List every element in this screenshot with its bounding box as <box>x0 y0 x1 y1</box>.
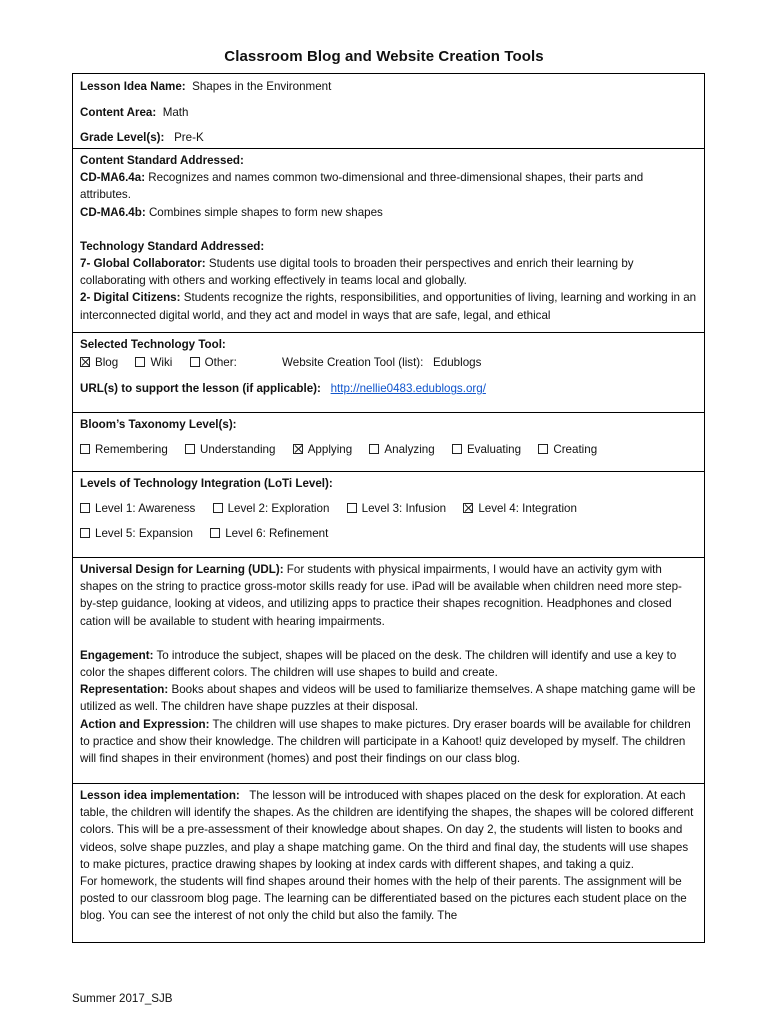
lesson-url-link[interactable]: http://nellie0483.edublogs.org/ <box>330 382 486 396</box>
blooms-section <box>73 413 704 472</box>
tool-section <box>73 333 704 413</box>
checkbox-icon <box>213 503 223 513</box>
checkbox-icon <box>452 444 462 454</box>
blooms-heading: Bloom’s Taxonomy Level(s): <box>80 418 237 431</box>
lesson-plan-form <box>72 73 705 943</box>
checkbox-checked-icon <box>463 503 473 513</box>
homework-paragraph: For homework, the students will find shapes around their homes with the help of their parents. The assignment will be posted to our classroom blog page. The learning can be differentiated based on the pictures each student place on the blog. You can see the interest of not only the child but also the family. The <box>80 875 687 923</box>
tool-heading: Selected Technology Tool: <box>80 338 226 351</box>
tech-standard-item: 2- Digital Citizens: Students recognize the rights, responsibilities, and opportunities of living, learning and working in an interconnected digital world, and they act and model in ways that are safe, legal, and ethical <box>80 291 697 322</box>
document-title: Classroom Blog and Website Creation Tools <box>224 48 544 65</box>
loti-option-level-1[interactable]: Level 1: Awareness <box>80 500 195 517</box>
content-standard-item: CD-MA6.4b: Combines simple shapes to form new shapes <box>80 205 383 219</box>
website-tool-value: Edublogs <box>433 356 482 370</box>
representation-paragraph: Representation: Books about shapes and videos will be used to familiarize themselves. A shape matching game will be utilized as well. The children have shape puzzles at their disposal. <box>80 683 696 714</box>
loti-row-2 <box>80 525 697 542</box>
url-row <box>80 380 697 397</box>
tool-options-row <box>80 353 697 373</box>
blooms-option-applying[interactable]: Applying <box>293 441 352 458</box>
loti-option-level-4[interactable]: Level 4: Integration <box>463 500 577 517</box>
content-area-row <box>80 100 697 126</box>
grade-level-label: Grade Level(s): <box>80 131 165 144</box>
engagement-paragraph: Engagement: To introduce the subject, shapes will be placed on the desk. The children will identify and use a key to color the shapes different colors. The children will use shapes to build and create. <box>80 648 677 680</box>
loti-option-level-3[interactable]: Level 3: Infusion <box>347 500 446 517</box>
grade-level-row <box>80 125 697 149</box>
tool-option-wiki[interactable]: Wiki <box>135 353 172 373</box>
loti-option-level-5[interactable]: Level 5: Expansion <box>80 525 193 542</box>
checkbox-icon <box>80 503 90 513</box>
content-area-label: Content Area: <box>80 105 157 119</box>
checkbox-icon <box>369 444 379 454</box>
action-expression-paragraph: Action and Expression: The children will use shapes to make pictures. Dry eraser boards will be available for children to practice and show their knowledge. The children will participate in a Kahoot! quiz developed by myself. The children will find shapes in their environment (homes) and post their findings on our class blog. <box>80 717 691 766</box>
checkbox-icon <box>538 444 548 454</box>
blooms-option-evaluating[interactable]: Evaluating <box>452 441 521 458</box>
implementation-section <box>73 784 704 942</box>
page-footer: Summer 2017_SJB <box>72 992 173 1005</box>
content-standard-item: CD-MA6.4a: Recognizes and names common two-dimensional and three-dimensional shapes, their parts and attributes. <box>80 171 644 202</box>
loti-heading: Levels of Technology Integration (LoTi Level): <box>80 477 333 490</box>
checkbox-checked-icon <box>80 357 90 367</box>
content-area-value: Math <box>162 105 189 119</box>
checkbox-icon <box>80 444 90 454</box>
tech-standard-item: 7- Global Collaborator: Students use digital tools to broaden their perspectives and enrich their learning by collaborating with others and working effectively in teams local and globally. <box>80 257 634 288</box>
loti-option-level-2[interactable]: Level 2: Exploration <box>213 500 330 517</box>
blooms-option-creating[interactable]: Creating <box>538 441 597 458</box>
tech-standard-heading: Technology Standard Addressed: <box>80 239 265 253</box>
blooms-option-remembering[interactable]: Remembering <box>80 441 168 458</box>
checkbox-icon <box>347 503 357 513</box>
content-standard-heading: Content Standard Addressed: <box>80 154 244 167</box>
lesson-name-value: Shapes in the Environment <box>192 80 332 93</box>
tool-option-other[interactable]: Other: <box>190 353 237 373</box>
tool-option-blog[interactable]: Blog <box>80 353 118 373</box>
website-tool-label: Website Creation Tool (list): <box>282 356 424 370</box>
udl-section <box>73 558 704 784</box>
implementation-paragraph: Lesson idea implementation: The lesson will be introduced with shapes placed on the desk for exploration. At each table, the children will identify the shapes. As the children are identifying the shapes, the shapes will be colored different colors. This will be a pre-assessment of their knowledge about shapes. On day 2, the students will listen to books and videos, solve shape puzzles, and play a shape matching game. On the third and final day, the students will use shapes to make pictures, practice drawing shapes by looking at index cards with different shapes, and taking a quiz. <box>80 789 694 871</box>
lesson-info-section <box>73 74 704 149</box>
checkbox-icon <box>190 357 200 367</box>
blooms-option-understanding[interactable]: Understanding <box>185 441 275 458</box>
checkbox-icon <box>210 528 220 538</box>
checkbox-icon <box>135 357 145 367</box>
grade-level-value: Pre-K <box>174 131 204 144</box>
udl-paragraph: Universal Design for Learning (UDL): For students with physical impairments, I would have an activity gym with shapes on the string to practice gross-motor skills ready for use. iPad will be available when children need more step-by-step guidance, looking at videos, and utilizing apps to practice their shapes recognition. Headphones and closed cation will be available to student with hearing impairments. <box>80 563 682 628</box>
checkbox-icon <box>185 444 195 454</box>
standards-section <box>73 149 704 333</box>
loti-option-level-6[interactable]: Level 6: Refinement <box>210 525 328 542</box>
checkbox-icon <box>80 528 90 538</box>
lesson-name-row <box>80 74 697 100</box>
blooms-option-analyzing[interactable]: Analyzing <box>369 441 434 458</box>
blooms-options-row <box>80 441 697 458</box>
checkbox-checked-icon <box>293 444 303 454</box>
url-label: URL(s) to support the lesson (if applicable): <box>80 382 321 396</box>
loti-row-1 <box>80 500 697 517</box>
lesson-name-label: Lesson Idea Name: <box>80 80 186 93</box>
loti-section <box>73 472 704 558</box>
